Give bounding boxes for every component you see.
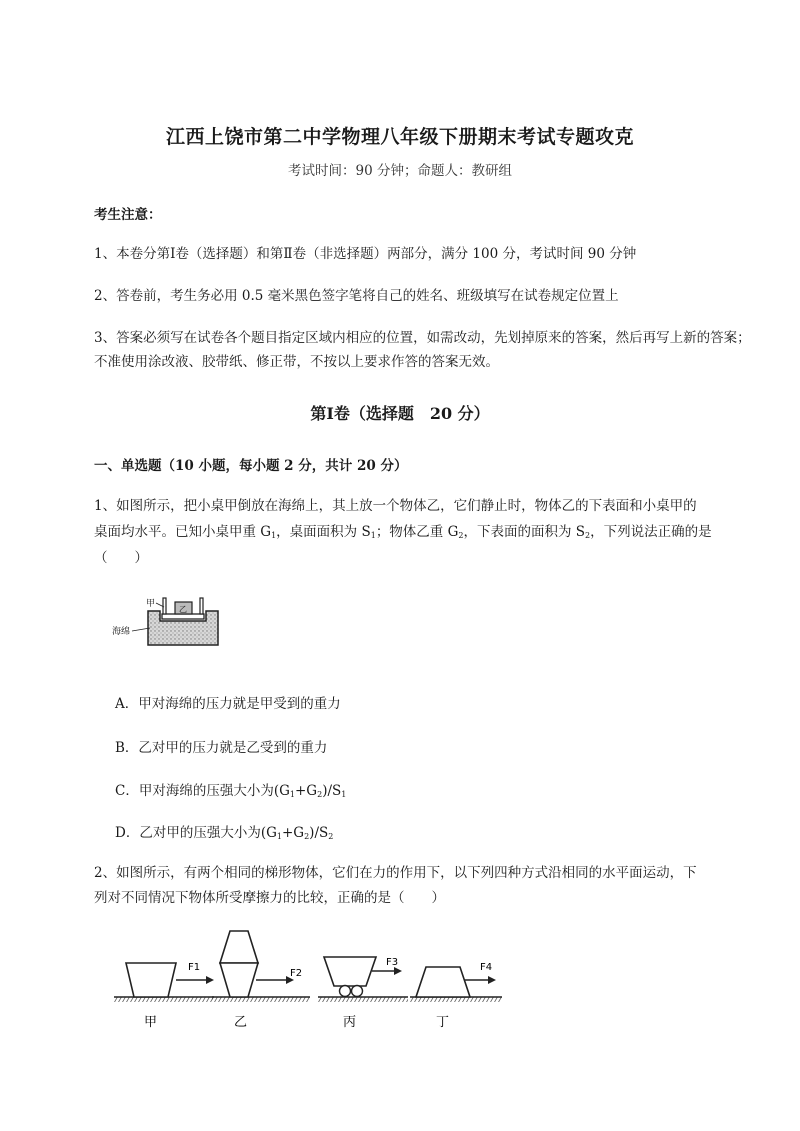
trapezoid-jia xyxy=(126,963,176,997)
page-title: 江西上饶市第二中学物理八年级下册期末考试专题攻克 xyxy=(165,126,634,148)
table-leg-left xyxy=(163,598,166,614)
section-title: 第Ⅰ卷（选择题 20 分） xyxy=(310,404,490,423)
option-c[interactable]: C．甲对海绵的压强大小为$(G_1+G_2)/S_1$ xyxy=(115,783,347,799)
trapezoid-figure xyxy=(110,925,530,1035)
force-f3-label: F3 xyxy=(386,957,399,968)
object-label: 乙 xyxy=(179,605,187,614)
sponge-label: 海绵 xyxy=(112,627,131,637)
sponge-table-figure xyxy=(110,590,230,652)
notice-1: 1、本卷分第Ⅰ卷（选择题）和第Ⅱ卷（非选择题）两部分，满分 100 分，考试时间 90 分钟 xyxy=(94,246,637,262)
notice-3: 3、答案必须写在试卷各个题目指定区域内相应的位置，如需改动，先划掉原来的答案，然后再写上新的答案；不准使用涂改液、胶带纸、修正带，不按以上要求作答的答案无效。 xyxy=(94,330,751,370)
force-f1-label: F1 xyxy=(188,962,201,973)
option-b[interactable]: B．乙对甲的压力就是乙受到的重力 xyxy=(115,740,328,756)
table-top xyxy=(162,614,204,619)
roller-right xyxy=(352,986,363,997)
caption-ding: 丁 xyxy=(436,1015,450,1030)
question-2-line-1: 2、如图所示，有两个相同的梯形物体，它们在力的作用下，以下列四种方式沿相同的水平面运动，下 xyxy=(94,865,697,881)
trapezoid-yi-top xyxy=(220,931,258,963)
notice-heading: 考生注意： xyxy=(94,207,162,223)
option-a[interactable]: A．甲对海绵的压力就是甲受到的重力 xyxy=(115,696,341,712)
caption-yi: 乙 xyxy=(234,1015,248,1030)
trapezoid-ding xyxy=(416,967,470,997)
notice-2: 2、答卷前，考生务必用 0.5 毫米黑色签字笔将自己的姓名、班级填写在试卷规定位置上 xyxy=(94,288,619,304)
caption-bing: 丙 xyxy=(343,1015,357,1030)
question-1-line-2: 桌面均水平。已知小桌甲重 $G_1$，桌面面积为 $S_1$；物体乙重 $G_2$，下表面的面积为 $S_2$，下列说法正确的是 xyxy=(94,524,712,540)
trapezoid-bing xyxy=(324,957,376,986)
question-2-line-2: 列对不同情况下物体所受摩擦力的比较，正确的是（ ） xyxy=(94,890,445,906)
question-1-line-1: 1、如图所示，把小桌甲倒放在海绵上，其上放一个物体乙，它们静止时，物体乙的下表面和小桌甲的 xyxy=(94,498,697,514)
part-title: 一、单选题（10 小题，每小题 2 分，共计 20 分） xyxy=(94,458,408,474)
option-d[interactable]: D．乙对甲的压强大小为$(G_1+G_2)/S_2$ xyxy=(115,825,334,841)
table-label: 甲 xyxy=(146,599,156,609)
force-f2-label: F2 xyxy=(290,968,303,979)
roller-left xyxy=(340,986,351,997)
question-1-line-3: （ ） xyxy=(94,550,148,566)
trapezoid-yi-bottom xyxy=(220,963,258,997)
force-f4-label: F4 xyxy=(480,962,493,973)
caption-jia: 甲 xyxy=(144,1015,158,1030)
exam-info: 考试时间：90 分钟；命题人：教研组 xyxy=(288,163,512,179)
table-leg-right xyxy=(200,598,203,614)
